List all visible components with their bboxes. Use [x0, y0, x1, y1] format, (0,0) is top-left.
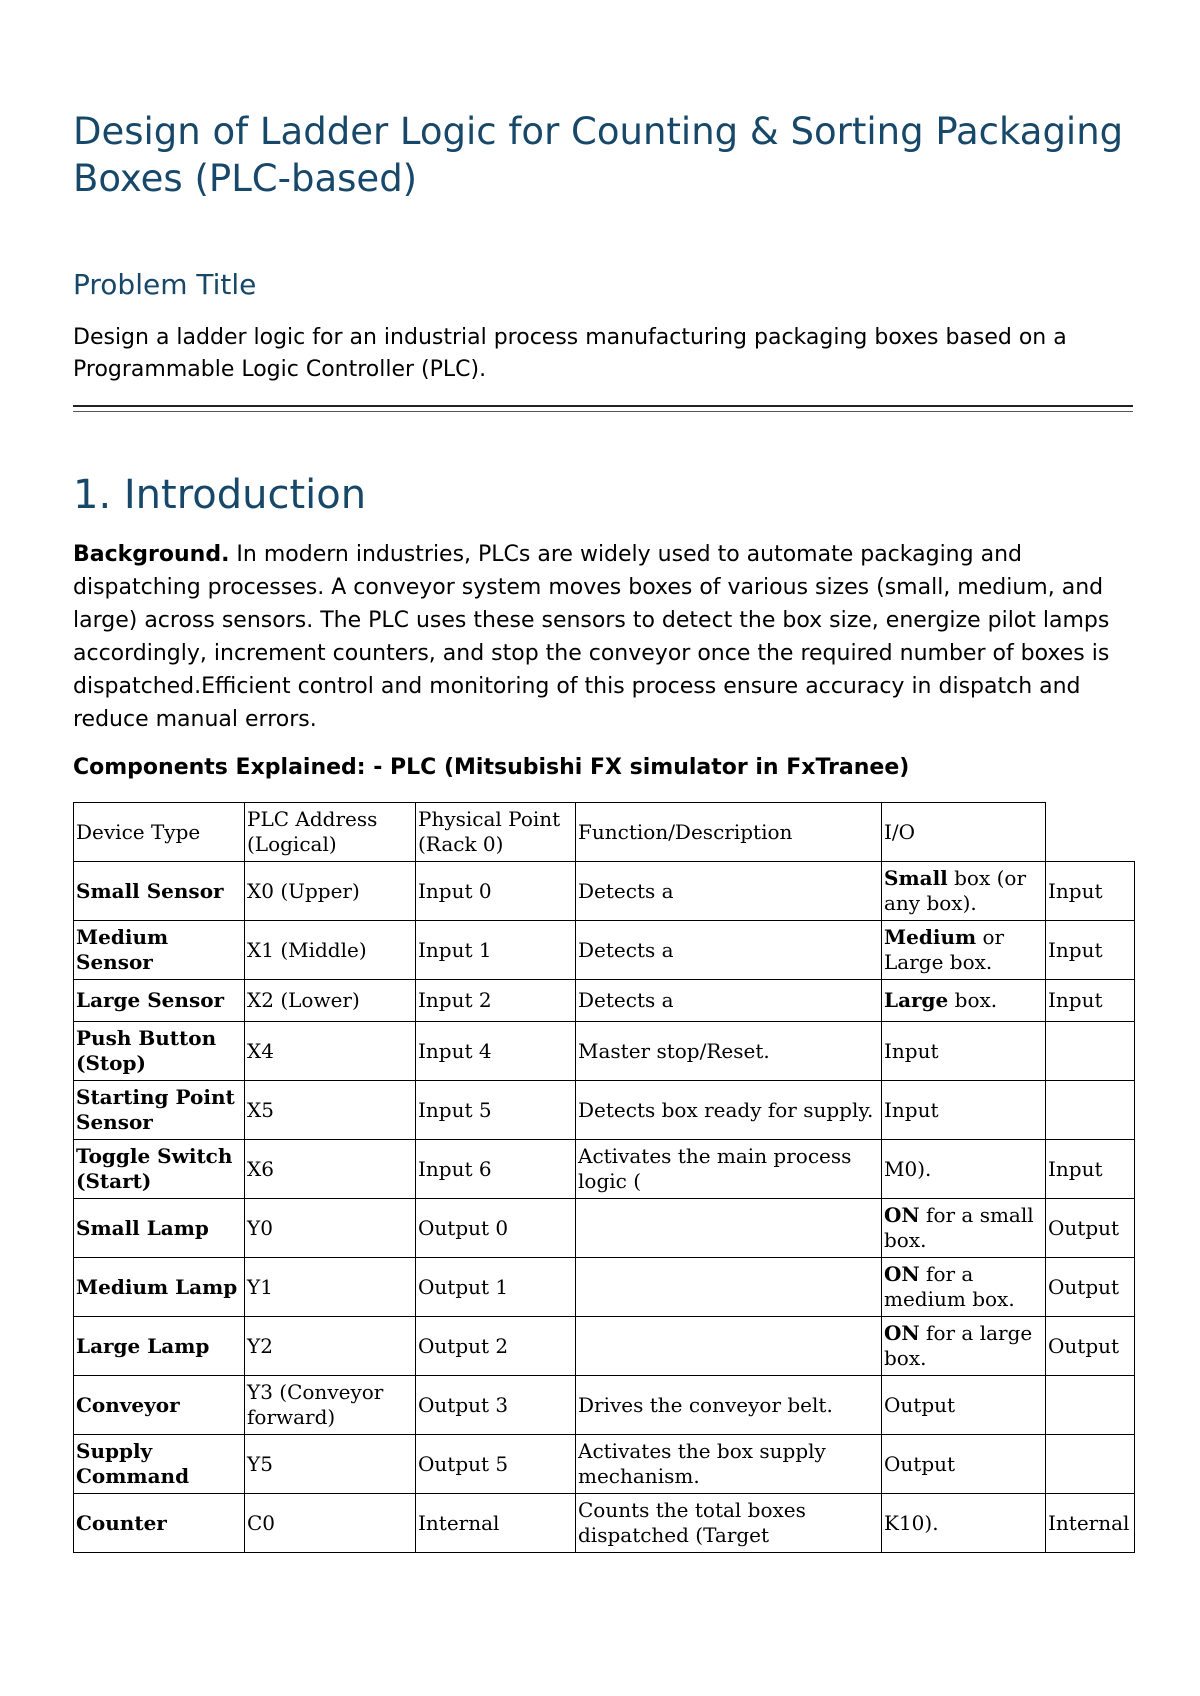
function-cell: Detects a [576, 980, 882, 1022]
table-row [74, 862, 1135, 921]
device-type-cell: Medium Lamp [74, 1258, 245, 1317]
table-row [74, 1081, 1135, 1140]
plc-address-cell: X1 (Middle) [245, 921, 416, 980]
table-row [74, 1317, 1135, 1376]
table-row [74, 1435, 1135, 1494]
io-cell: Input [882, 1081, 1046, 1140]
device-type-cell: Counter [74, 1494, 245, 1553]
io-cell: Internal [1046, 1494, 1135, 1553]
continuation-text: or Large box. [884, 925, 1005, 974]
emphasis-text: Medium [884, 925, 977, 949]
emphasis-text: ON [884, 1321, 920, 1345]
physical-point-cell: Input 2 [416, 980, 576, 1022]
table-row [74, 1376, 1135, 1435]
plc-address-cell: Y3 (Conveyor forward) [245, 1376, 416, 1435]
continuation-text: for a large box. [884, 1321, 1033, 1370]
background-label: Background. [73, 542, 230, 567]
empty-cell [1046, 1376, 1135, 1435]
function-continuation-cell [882, 921, 1046, 980]
function-cell [576, 1199, 882, 1258]
physical-point-cell: Internal [416, 1494, 576, 1553]
device-type-cell: Conveyor [74, 1376, 245, 1435]
function-cell [576, 1317, 882, 1376]
emphasis-text: Small [884, 866, 948, 890]
physical-point-cell: Input 6 [416, 1140, 576, 1199]
function-cell: Detects box ready for supply. [576, 1081, 882, 1140]
table-row [74, 1022, 1135, 1081]
continuation-text: box. [948, 988, 998, 1012]
table-row [74, 1140, 1135, 1199]
plc-address-cell: Y1 [245, 1258, 416, 1317]
io-cell: Input [882, 1022, 1046, 1081]
header-device-type: Device Type [74, 803, 245, 862]
continuation-text: box (or any box). [884, 866, 1027, 915]
physical-point-cell: Output 1 [416, 1258, 576, 1317]
function-cell: Detects a [576, 862, 882, 921]
emphasis-text: Large [884, 988, 949, 1012]
document-title: Design of Ladder Logic for Counting & Sorting Packaging Boxes (PLC-based) [73, 110, 1124, 200]
plc-address-cell: X4 [245, 1022, 416, 1081]
physical-point-cell: Output 2 [416, 1317, 576, 1376]
io-cell: Input [1046, 862, 1135, 921]
function-cell [576, 1258, 882, 1317]
device-type-cell: Large Sensor [74, 980, 245, 1022]
function-cell: Master stop/Reset. [576, 1022, 882, 1081]
continuation-text: for a medium box. [884, 1262, 1015, 1311]
table-row [74, 980, 1135, 1022]
emphasis-text: ON [884, 1203, 920, 1227]
function-cell: Activates the box supply mechanism. [576, 1435, 882, 1494]
function-cell: Detects a [576, 921, 882, 980]
function-cell: Counts the total boxes dispatched (Target [576, 1494, 882, 1553]
components-table [73, 802, 1135, 1553]
table-row [74, 921, 1135, 980]
function-continuation-cell [882, 1258, 1046, 1317]
background-text: In modern industries, PLCs are widely used to automate packaging and dispatching processes. A conveyor system moves boxes of various sizes (small, medium, and large) across sensors. The PLC uses these sensors to detect the box size, energize pilot lamps accordingly, increment counters, and stop the conveyor once the required number of boxes is dispatched.Efficient control and monitoring of this process ensure accuracy in dispatch and reduce manual errors. [73, 542, 1110, 732]
physical-point-cell: Input 1 [416, 921, 576, 980]
function-continuation-cell [882, 862, 1046, 921]
io-cell: Output [1046, 1258, 1135, 1317]
function-continuation-cell [882, 1199, 1046, 1258]
io-cell: Output [882, 1376, 1046, 1435]
physical-point-cell: Output 5 [416, 1435, 576, 1494]
plc-address-cell: Y2 [245, 1317, 416, 1376]
table-row [74, 1494, 1135, 1553]
function-cell: Drives the conveyor belt. [576, 1376, 882, 1435]
io-cell: Input [1046, 921, 1135, 980]
section-divider [73, 405, 1133, 412]
plc-address-cell: X5 [245, 1081, 416, 1140]
empty-cell [1046, 1435, 1135, 1494]
device-type-cell: Starting Point Sensor [74, 1081, 245, 1140]
physical-point-cell: Output 0 [416, 1199, 576, 1258]
device-type-cell: Small Sensor [74, 862, 245, 921]
physical-point-cell: Output 3 [416, 1376, 576, 1435]
components-heading: Components Explained: - PLC (Mitsubishi FX simulator in FxTranee) [73, 755, 910, 780]
plc-address-cell: X2 (Lower) [245, 980, 416, 1022]
introduction-heading: 1. Introduction [73, 472, 367, 518]
function-continuation-cell [882, 980, 1046, 1022]
device-type-cell: Push Button (Stop) [74, 1022, 245, 1081]
io-cell: Output [1046, 1199, 1135, 1258]
header-empty [1046, 803, 1135, 862]
plc-address-cell: X0 (Upper) [245, 862, 416, 921]
device-type-cell: Medium Sensor [74, 921, 245, 980]
problem-title-heading: Problem Title [73, 268, 257, 301]
plc-address-cell: X6 [245, 1140, 416, 1199]
empty-cell [1046, 1022, 1135, 1081]
physical-point-cell: Input 5 [416, 1081, 576, 1140]
device-type-cell: Toggle Switch (Start) [74, 1140, 245, 1199]
table-header-row [74, 803, 1135, 862]
header-function: Function/Description [576, 803, 882, 862]
function-continuation-cell [882, 1317, 1046, 1376]
problem-text: Design a ladder logic for an industrial process manufacturing packaging boxes based on a Programmable Logic Controller (PLC). [73, 325, 1067, 382]
function-continuation-cell: M0). [882, 1140, 1046, 1199]
io-cell: Output [1046, 1317, 1135, 1376]
device-type-cell: Small Lamp [74, 1199, 245, 1258]
function-continuation-cell: K10). [882, 1494, 1046, 1553]
plc-address-cell: C0 [245, 1494, 416, 1553]
device-type-cell: Large Lamp [74, 1317, 245, 1376]
function-cell: Activates the main process logic ( [576, 1140, 882, 1199]
table-row [74, 1258, 1135, 1317]
physical-point-cell: Input 0 [416, 862, 576, 921]
physical-point-cell: Input 4 [416, 1022, 576, 1081]
header-plc-address: PLC Address (Logical) [245, 803, 416, 862]
io-cell: Input [1046, 980, 1135, 1022]
header-physical-point: Physical Point (Rack 0) [416, 803, 576, 862]
emphasis-text: ON [884, 1262, 920, 1286]
continuation-text: for a small box. [884, 1203, 1034, 1252]
device-type-cell: Supply Command [74, 1435, 245, 1494]
plc-address-cell: Y0 [245, 1199, 416, 1258]
empty-cell [1046, 1081, 1135, 1140]
background-paragraph [73, 538, 1148, 736]
io-cell: Output [882, 1435, 1046, 1494]
plc-address-cell: Y5 [245, 1435, 416, 1494]
io-cell: Input [1046, 1140, 1135, 1199]
table-row [74, 1199, 1135, 1258]
header-io: I/O [882, 803, 1046, 862]
